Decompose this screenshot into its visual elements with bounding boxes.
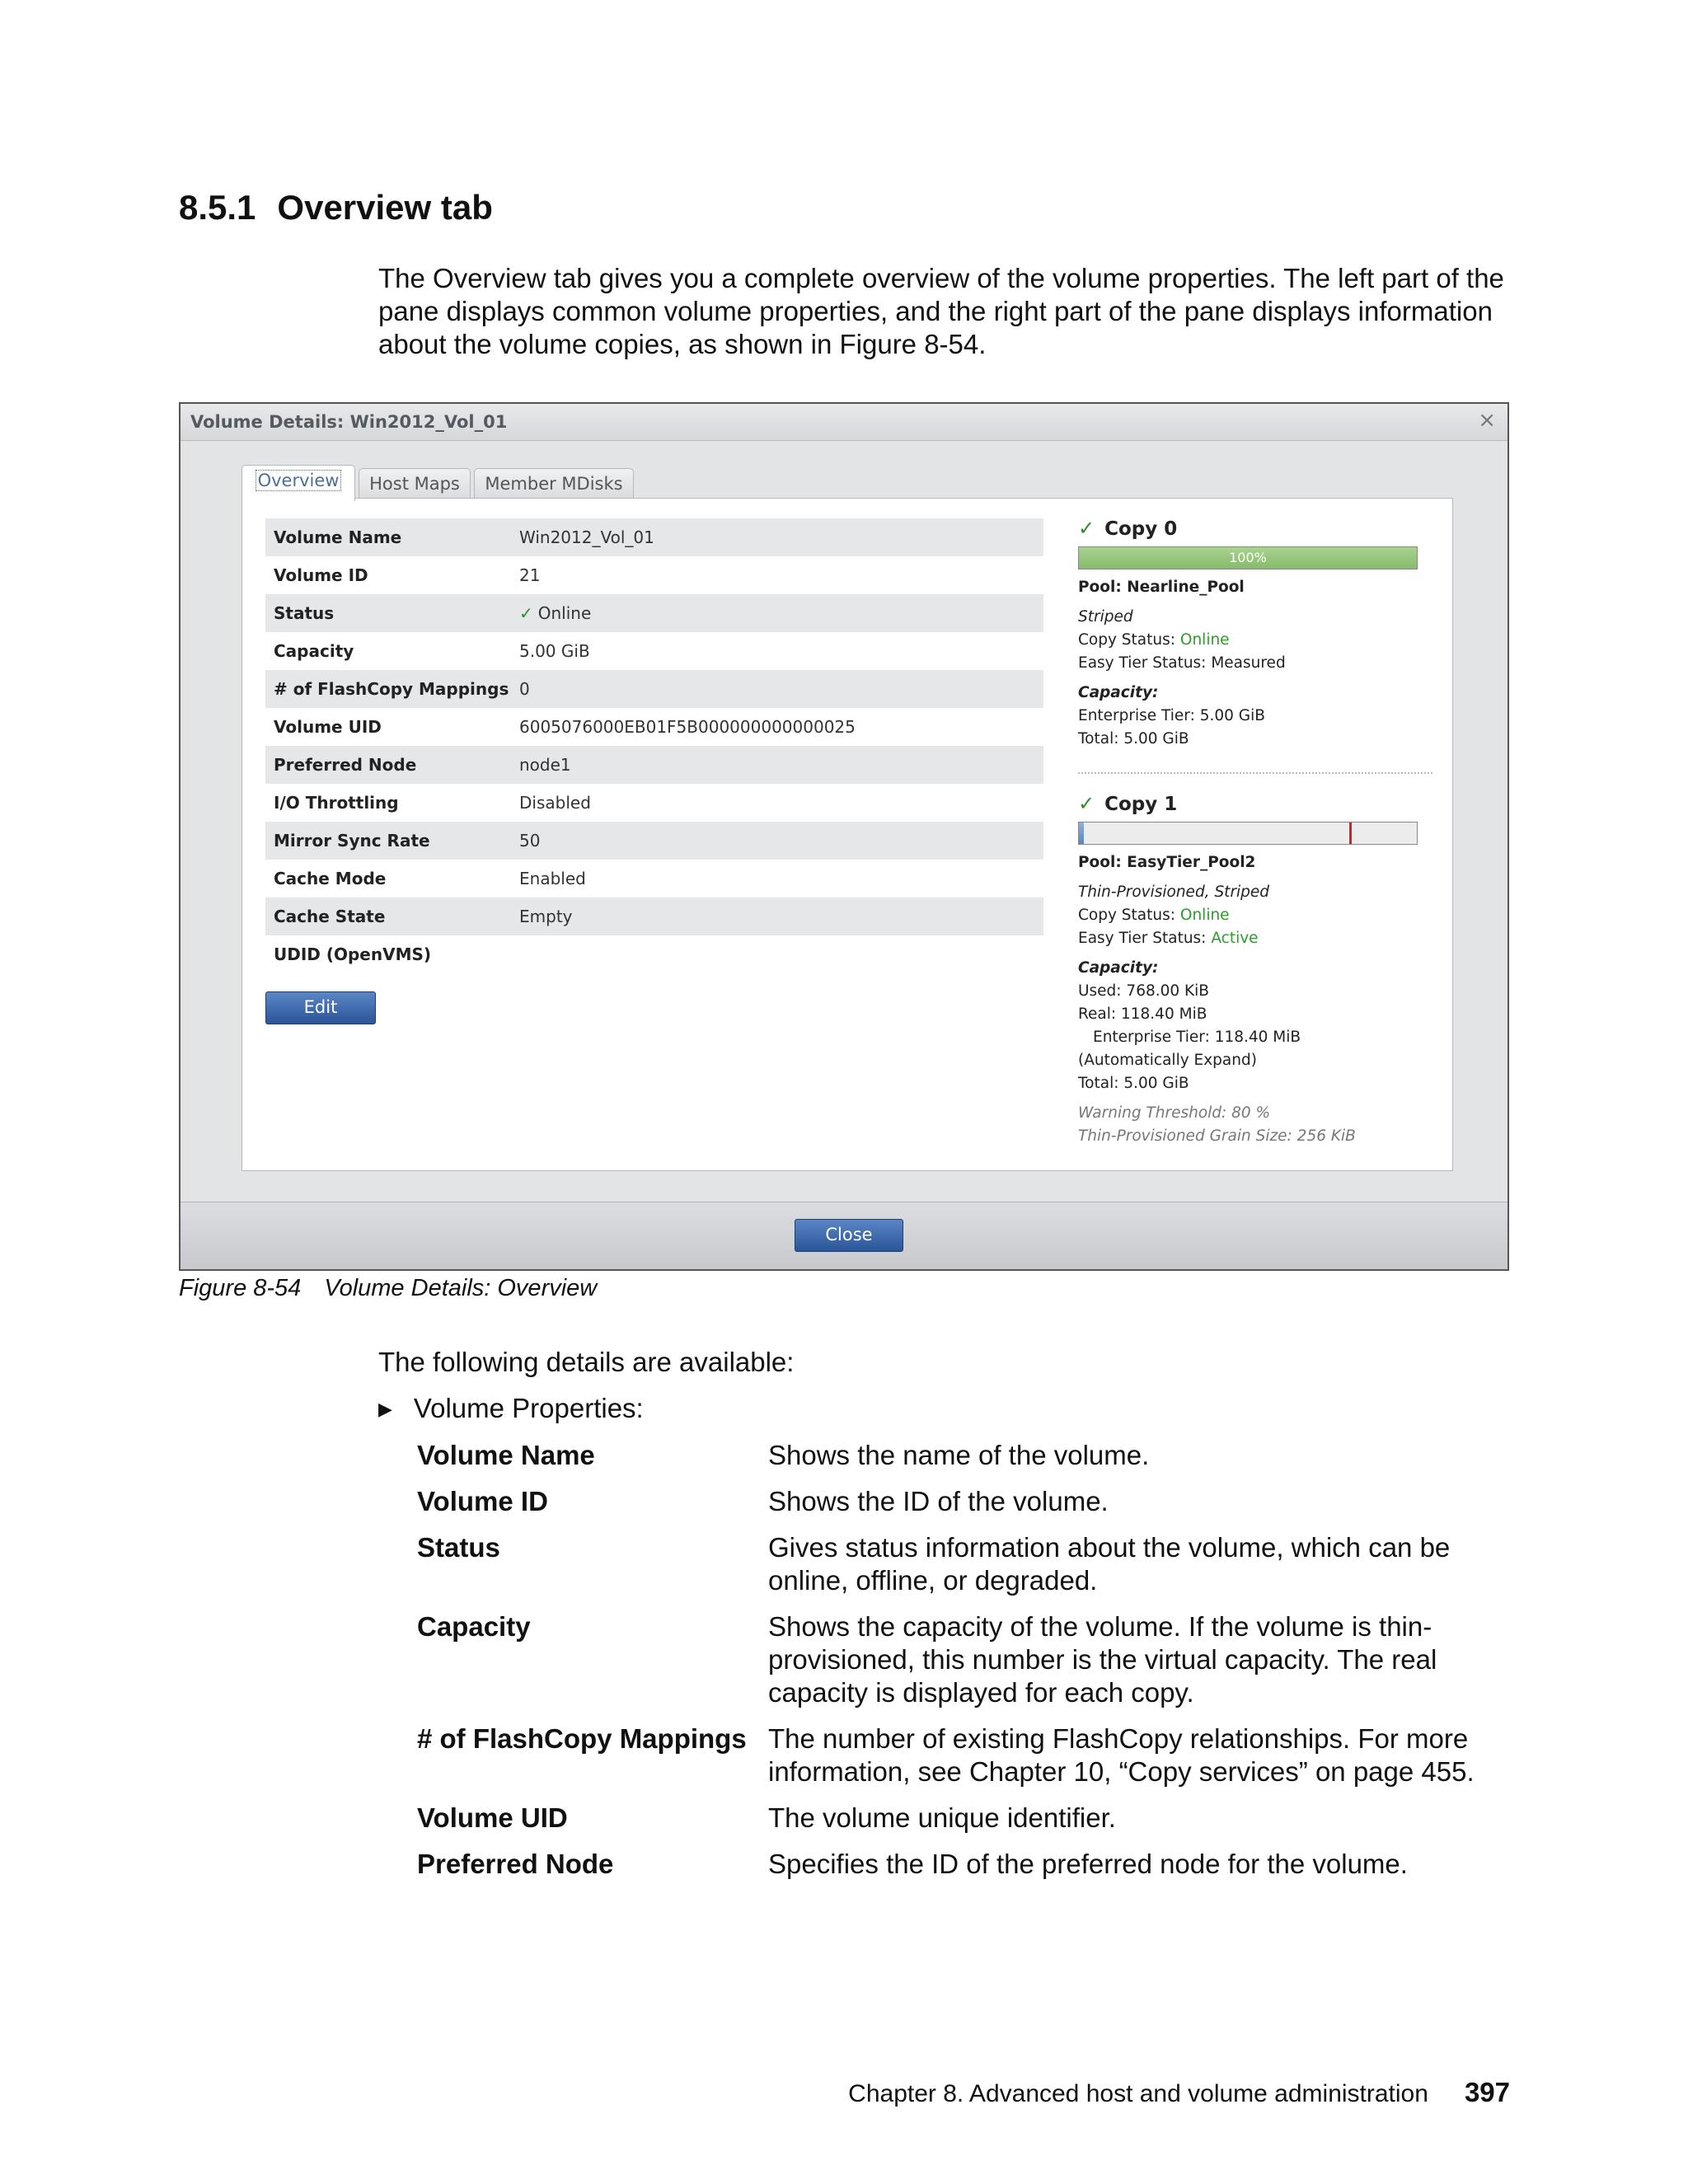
definition-term: Volume UID (417, 1802, 568, 1833)
copy0-pool: Pool: Nearline_Pool (1078, 579, 1245, 596)
definition-term: Capacity (417, 1611, 531, 1642)
copy0-sync-progress (1078, 546, 1418, 569)
check-icon: ✓ (1078, 517, 1095, 540)
definition-description: Gives status information about the volume, which can be online, offline, or degraded. (768, 1532, 1451, 1596)
definition-description: The volume unique identifier. (768, 1802, 1116, 1833)
copy1-total: Total: 5.00 GiB (1078, 1075, 1189, 1092)
property-row: Cache State Empty (265, 898, 1043, 935)
property-row: Capacity 5.00 GiB (274, 641, 590, 661)
edit-button[interactable]: Edit (265, 991, 376, 1024)
progress-label: 100% (1229, 550, 1267, 565)
volume-copies (1078, 513, 1432, 1148)
section-title: Overview tab (277, 188, 493, 227)
definition-item (417, 1531, 1522, 1597)
details-intro: The following details are available: (378, 1347, 795, 1377)
property-row: I/O Throttling Disabled (274, 793, 591, 813)
copy1-auto-expand: (Automatically Expand) (1078, 1052, 1257, 1069)
close-button[interactable]: Close (795, 1219, 903, 1252)
bullet-item (378, 1393, 644, 1424)
tab-host-maps[interactable]: Host Maps (359, 468, 471, 499)
copy0-easy-tier: Easy Tier Status: Measured (1078, 654, 1286, 672)
definition-item (417, 1610, 1522, 1709)
property-row: Status ✓ Online (265, 594, 1043, 632)
property-row: UDID (OpenVMS) (274, 944, 432, 964)
definition-term: Volume Name (417, 1440, 595, 1470)
definition-description: Shows the capacity of the volume. If the volume is thin-provisioned, this number is the virtual capacity. The real capacity is displayed for each copy. (768, 1611, 1437, 1708)
copy1-enterprise-tier: Enterprise Tier: 118.40 MiB (1093, 1029, 1301, 1046)
property-row: Volume UID 6005076000EB01F5B000000000000025 (274, 717, 856, 737)
copy0-capacity-heading: Capacity: (1078, 684, 1159, 701)
used-capacity-fill (1079, 823, 1084, 844)
tab-overview[interactable]: Overview (241, 465, 355, 501)
figure-number: Figure 8-54 (179, 1275, 302, 1301)
copy1-pool: Pool: EasyTier_Pool2 (1078, 854, 1256, 871)
copy1-used: Used: 768.00 KiB (1078, 982, 1209, 1000)
figure-caption (179, 1275, 597, 1302)
copy1-easy-tier: Easy Tier Status: Active (1078, 930, 1259, 947)
copy0-copy-status: Copy Status: Online (1078, 631, 1230, 649)
property-row: Volume Name Win2012_Vol_01 (265, 518, 1043, 556)
tab-member-mdisks[interactable]: Member MDisks (474, 468, 634, 499)
check-icon: ✓ (519, 603, 533, 623)
page-number: 397 (1464, 2077, 1510, 2107)
definition-item (417, 1485, 1522, 1518)
definition-item (417, 1802, 1522, 1835)
definition-term: Volume ID (417, 1486, 548, 1516)
copy1-copy-status: Copy Status: Online (1078, 907, 1230, 924)
definition-item (417, 1439, 1522, 1472)
warning-threshold-marker (1349, 823, 1352, 844)
dialog-title: Volume Details: Win2012_Vol_01 (190, 412, 508, 432)
copy1-type: Thin-Provisioned, Striped (1078, 883, 1270, 901)
status-value: Online (1179, 907, 1230, 924)
bullet-triangle-icon: ▶ (378, 1399, 392, 1419)
status-value: Online (537, 603, 592, 623)
volume-properties (265, 518, 1043, 973)
status-value: Online (1179, 631, 1230, 649)
definition-term: Preferred Node (417, 1849, 614, 1879)
page-footer (848, 2077, 1510, 2108)
copy0-title: ✓ Copy 0 (1078, 517, 1178, 540)
property-row: Mirror Sync Rate 50 (265, 822, 1043, 860)
section-number: 8.5.1 (179, 188, 256, 227)
definition-description: Shows the ID of the volume. (768, 1486, 1109, 1516)
check-icon: ✓ (1078, 792, 1095, 815)
copy0-total: Total: 5.00 GiB (1078, 730, 1189, 748)
definition-term: Status (417, 1532, 500, 1563)
property-row: Cache Mode Enabled (274, 869, 586, 888)
section-heading (179, 188, 493, 227)
overview-panel (241, 498, 1453, 1171)
intro-paragraph: The Overview tab gives you a complete overview of the volume properties. The left part of the pane displays common volume properties, and the right part of the pane displays information about the volume copies, as shown in Figure 8-54. (378, 263, 1504, 359)
definition-item (417, 1722, 1522, 1788)
chapter-title: Chapter 8. Advanced host and volume administration (848, 2080, 1428, 2107)
definition-term: # of FlashCopy Mappings (417, 1723, 747, 1754)
copy1-title: ✓ Copy 1 (1078, 792, 1178, 815)
definition-list (417, 1439, 1522, 1894)
figure-title: Volume Details: Overview (324, 1275, 598, 1301)
dialog-titlebar (181, 404, 1507, 441)
definition-description: Shows the name of the volume. (768, 1440, 1150, 1470)
copy1-warning-threshold: Warning Threshold: 80 % (1078, 1104, 1271, 1122)
copy1-capacity-bar (1078, 822, 1418, 845)
dialog-footer (181, 1202, 1507, 1271)
copy-divider (1078, 772, 1432, 774)
property-row: Preferred Node node1 (265, 746, 1043, 784)
bullet-text: Volume Properties: (413, 1393, 644, 1423)
definition-description: Specifies the ID of the preferred node for the volume. (768, 1849, 1408, 1879)
copy0-enterprise-tier: Enterprise Tier: 5.00 GiB (1078, 707, 1265, 724)
close-icon[interactable]: × (1478, 408, 1496, 433)
copy0-type: Striped (1078, 608, 1133, 626)
volume-details-dialog (179, 402, 1509, 1271)
copy1-grain-size: Thin-Provisioned Grain Size: 256 KiB (1078, 1127, 1356, 1145)
copy1-real: Real: 118.40 MiB (1078, 1005, 1207, 1023)
definition-description: The number of existing FlashCopy relationships. For more information, see Chapter 10, “Copy services” on page 455. (768, 1723, 1475, 1787)
copy1-capacity-heading: Capacity: (1078, 959, 1159, 977)
property-row: Volume ID 21 (274, 565, 541, 585)
definition-item (417, 1848, 1522, 1881)
property-row: # of FlashCopy Mappings 0 (265, 670, 1043, 708)
